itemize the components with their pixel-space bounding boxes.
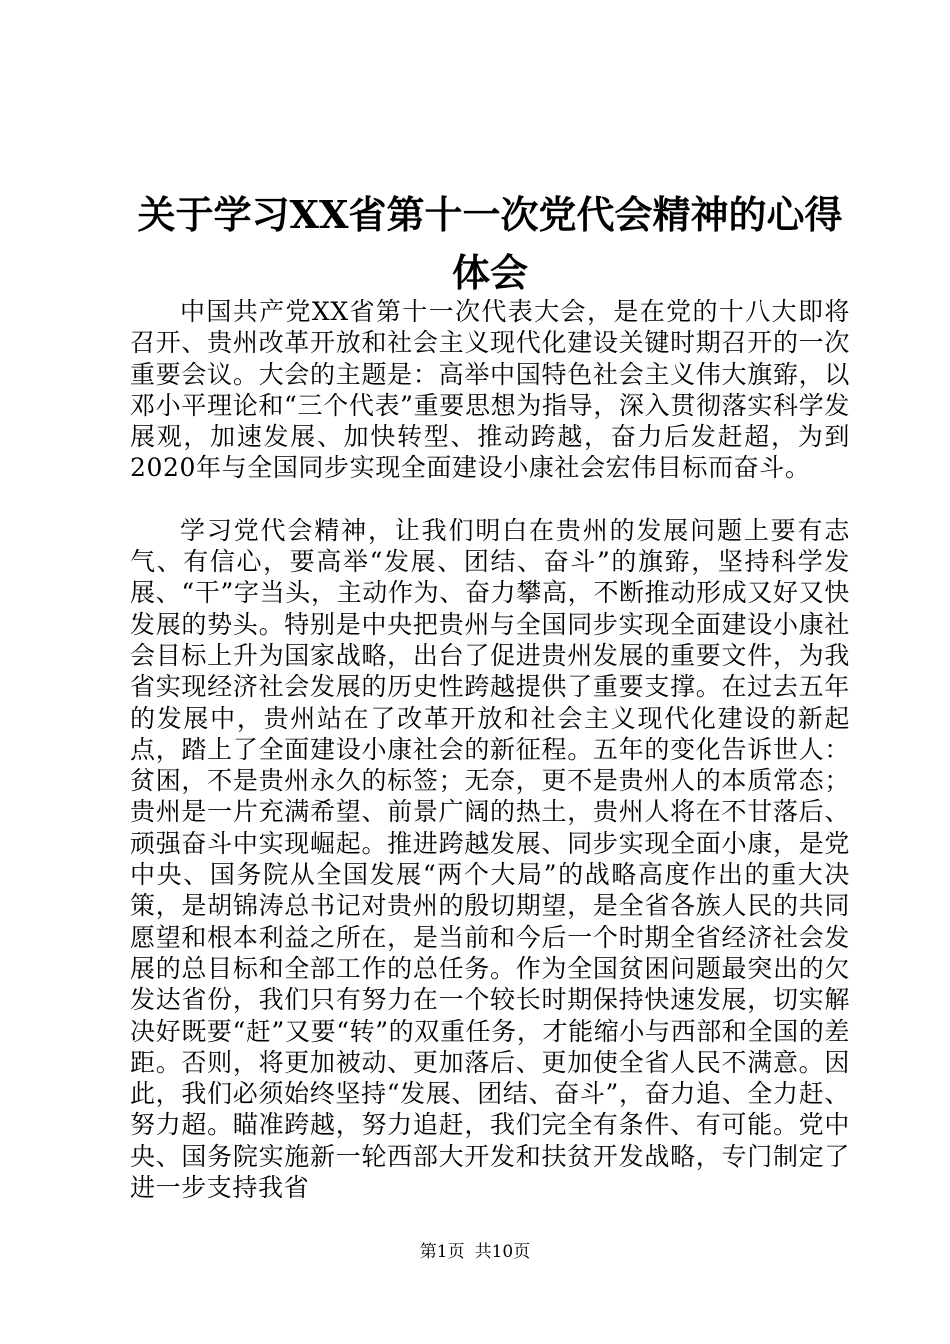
page-number: 第1页 <box>419 1242 465 1262</box>
paragraph: 学习党代会精神，让我们明白在贵州的发展问题上要有志气、有信心，要高举“发展、团结、奋斗”的旗臶，坚持科学发展、“干”字当头，主动作为、奋力攀高，不断推动形成又好又快发展的势头。特别是中央把贵州与全国同步实现全面建设小康社会目标上升为国家战略，出台了促进贵州发展的重要文件，为我省实现经济社会发展的历史性跨越提供了重要支撑。在过去五年的发展中，贵州站在了改革开放和社会主义现代化建设的新起点，踏上了全面建设小康社会的新征程。五年的变化告诉世人：贫困，不是贵州永久的标签；无奈，更不是贵州人的本质常态；贵州是一片充满希望、前景广阔的热土，贵州人将在不甘落后、顽强奋斗中实现崛起。推进跨越发展、同步实现全面小康，是党中央、国务院从全国发展“两个大局”的战略高度作出的重大决策，是胡锦涛总书记对贵州的殷切期望，是全省各族人民的共同愿望和根本利益之所在，是当前和今后一个时期全省经济社会发展的总目标和全部工作的总任务。作为全国贫困问题最突出的欠发达省份，我们只有努力在一个较长时期保持快速发展，切实解决好既要“赶”又要“转”的双重任务，才能缩小与西部和全国的差距。否则，将更加被动、更加落后、更加使全省人民不满意。因此，我们必须始终坚持“发展、团结、奋斗”，奋力追、全力赶、努力超。瞄准跨越，努力追赶，我们完全有条件、有可能。党中央、国务院实施新一轮西部大开发和扶贫开发战略，专门制定了进一步支持我省 <box>130 515 850 1203</box>
paragraph: 中国共产党XX省第十一次代表大会，是在党的十八大即将召开、贵州改革开放和社会主义现代化建设关键时期召开的一次重要会议。大会的主题是：高举中国特色社会主义伟大旗臶，以邓小平理论和“三个代表”重要思想为指导，深入贯彻落实科学发展观，加速发展、加快转型、推动跨越，奋力后发赶超，为到2020年与全国同步实现全面建设小康社会宏伟目标而奋斗。 <box>130 297 850 483</box>
page-footer <box>0 1240 950 1264</box>
document-title: 关于学习XX省第十一次党代会精神的心得体会 <box>137 192 843 295</box>
document-body <box>130 296 850 1203</box>
page-total: 共10页 <box>474 1242 531 1262</box>
